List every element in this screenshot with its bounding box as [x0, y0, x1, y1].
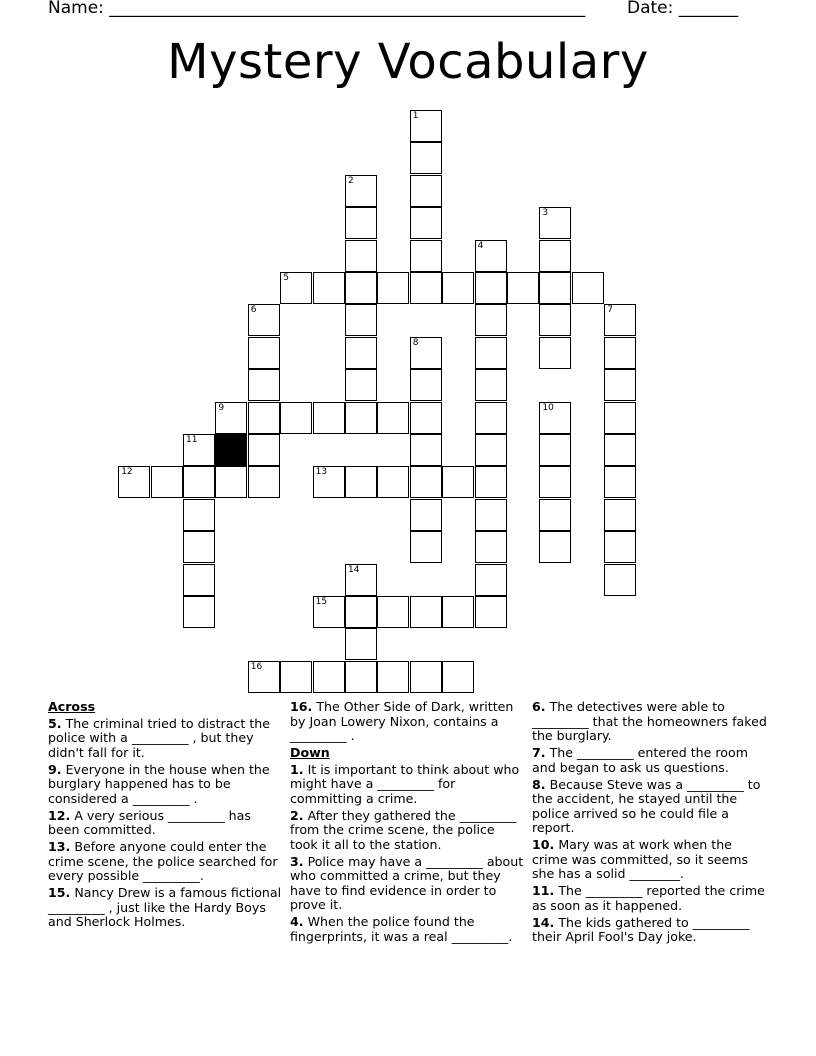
- crossword-cell[interactable]: [345, 596, 377, 628]
- clue-text: The criminal tried to distract the police with a _________ , but they didn't fall for it.: [48, 715, 270, 760]
- cell-number: 1: [412, 111, 419, 121]
- crossword-cell[interactable]: [215, 466, 247, 498]
- crossword-cell[interactable]: [313, 402, 345, 434]
- crossword-cell[interactable]: [539, 337, 571, 369]
- crossword-cell[interactable]: [410, 142, 442, 174]
- clue-text: Everyone in the house when the burglary happened has to be considered a _________ .: [48, 761, 270, 806]
- clue-number: 7.: [532, 745, 546, 760]
- crossword-cell[interactable]: [248, 369, 280, 401]
- crossword-cell[interactable]: [280, 272, 312, 304]
- crossword-cell[interactable]: [345, 304, 377, 336]
- clue-number: 5.: [48, 715, 62, 731]
- date-field-label: Date: _______: [627, 0, 739, 18]
- crossword-cell[interactable]: [475, 240, 507, 272]
- crossword-cell[interactable]: [539, 304, 571, 336]
- crossword-cell[interactable]: [410, 402, 442, 434]
- clue-number: 2.: [290, 807, 304, 823]
- crossword-cell[interactable]: [345, 628, 377, 660]
- crossword-cell[interactable]: [604, 369, 636, 401]
- clue-across-5: [48, 717, 284, 761]
- crossword-cell[interactable]: [248, 434, 280, 466]
- crossword-cell[interactable]: [604, 466, 636, 498]
- crossword-cell[interactable]: [604, 499, 636, 531]
- down-heading: Down: [290, 745, 330, 760]
- cell-number: 10: [542, 402, 554, 413]
- crossword-cell[interactable]: [475, 402, 507, 434]
- crossword-cell[interactable]: [539, 434, 571, 466]
- crossword-cell[interactable]: [539, 499, 571, 531]
- crossword-cell[interactable]: [345, 240, 377, 272]
- cell-number: 7: [607, 305, 613, 316]
- clues-column-3: [532, 700, 768, 947]
- clue-number: 13.: [48, 839, 71, 854]
- crossword-cell[interactable]: [313, 661, 345, 693]
- cell-number: 3: [542, 208, 549, 219]
- crossword-cell[interactable]: [183, 564, 215, 596]
- crossword-cell[interactable]: [410, 596, 442, 628]
- crossword-cell[interactable]: [539, 402, 571, 434]
- clue-text: It is important to think about who might have a _________ for committing a crime.: [290, 761, 520, 806]
- clue-down-7: [532, 746, 768, 775]
- cell-number: 8: [412, 337, 419, 348]
- clue-down-4: [290, 915, 526, 944]
- crossword-cell[interactable]: [313, 272, 345, 304]
- crossword-cell[interactable]: [410, 337, 442, 369]
- clue-number: 10.: [532, 837, 555, 852]
- clue-across-16: [290, 700, 526, 744]
- clue-number: 4.: [290, 914, 304, 929]
- crossword-cell[interactable]: [345, 369, 377, 401]
- clues-column-1: [48, 700, 284, 932]
- crossword-cell[interactable]: [604, 564, 636, 596]
- crossword-cell[interactable]: [539, 272, 571, 304]
- crossword-cell[interactable]: [410, 110, 442, 142]
- crossword-cell[interactable]: [410, 207, 442, 239]
- crossword-cell[interactable]: [215, 402, 247, 434]
- crossword-cell[interactable]: [410, 175, 442, 207]
- clue-text: The kids gathered to _________ their April Fool's Day joke.: [532, 914, 750, 944]
- crossword-cell[interactable]: [475, 531, 507, 563]
- crossword-cell[interactable]: [280, 402, 312, 434]
- crossword-cell[interactable]: [345, 207, 377, 239]
- crossword-cell[interactable]: [410, 499, 442, 531]
- clue-text: Nancy Drew is a famous fictional _________ , just like the Hardy Boys and Sherlock Holmes.: [48, 885, 282, 929]
- crossword-cell[interactable]: [377, 661, 409, 693]
- crossword-cell[interactable]: [313, 466, 345, 498]
- clue-down-2: [290, 809, 526, 853]
- crossword-cell[interactable]: [475, 466, 507, 498]
- crossword-cell[interactable]: [280, 661, 312, 693]
- crossword-cell[interactable]: [572, 272, 604, 304]
- clue-text: The _________ entered the room and began to ask us questions.: [532, 745, 748, 775]
- crossword-cell[interactable]: [377, 402, 409, 434]
- clue-number: 11.: [532, 883, 555, 898]
- crossword-cell[interactable]: [410, 434, 442, 466]
- crossword-cell[interactable]: [248, 304, 280, 336]
- crossword-cell[interactable]: [475, 596, 507, 628]
- clue-text: Because Steve was a _________ to the accident, he stayed until the police arrived so he could file a report.: [532, 776, 761, 835]
- crossword-cell[interactable]: [248, 337, 280, 369]
- crossword-cell[interactable]: [475, 272, 507, 304]
- cell-number: 15: [315, 597, 328, 607]
- cell-number: 9: [218, 402, 225, 413]
- clue-number: 6.: [532, 699, 546, 714]
- cell-number: 2: [348, 175, 354, 186]
- clue-text: Mary was at work when the crime was committed, so it seems she has a solid ________.: [532, 837, 749, 881]
- clue-number: 3.: [290, 853, 304, 869]
- clue-down-6: [532, 700, 768, 744]
- crossword-cell[interactable]: [248, 402, 280, 434]
- cell-number: 14: [348, 564, 360, 575]
- crossword-cell[interactable]: [475, 369, 507, 401]
- crossword-cell[interactable]: [604, 402, 636, 434]
- crossword-cell[interactable]: [410, 240, 442, 272]
- crossword-cell[interactable]: [539, 207, 571, 239]
- clue-number: 14.: [532, 914, 555, 930]
- crossword-cell[interactable]: [345, 661, 377, 693]
- crossword-cell[interactable]: [442, 661, 474, 693]
- clue-down-3: [290, 855, 526, 913]
- crossword-cell[interactable]: [345, 175, 377, 207]
- cell-number: 6: [250, 305, 257, 316]
- page-title: Mystery Vocabulary: [167, 34, 649, 90]
- crossword-cell[interactable]: [539, 531, 571, 563]
- clue-down-14: [532, 916, 768, 945]
- clue-down-11: [532, 884, 768, 913]
- crossword-cell[interactable]: [604, 531, 636, 563]
- crossword-cell[interactable]: [345, 272, 377, 304]
- crossword-cell[interactable]: [507, 272, 539, 304]
- crossword-cell[interactable]: [345, 337, 377, 369]
- crossword-cell[interactable]: [183, 466, 215, 498]
- clue-number: 12.: [48, 807, 71, 823]
- clue-across-12: [48, 809, 284, 838]
- crossword-cell[interactable]: [475, 499, 507, 531]
- crossword-cell[interactable]: [377, 466, 409, 498]
- crossword-cell[interactable]: [410, 531, 442, 563]
- crossword-cell[interactable]: [183, 499, 215, 531]
- crossword-cell[interactable]: [442, 466, 474, 498]
- clue-text: The Other Side of Dark, written by Joan Lowery Nixon, contains a _________ .: [290, 699, 514, 743]
- crossword-cell[interactable]: [475, 564, 507, 596]
- crossword-cell[interactable]: [248, 661, 280, 693]
- crossword-cell[interactable]: [410, 272, 442, 304]
- crossword-cell[interactable]: [604, 337, 636, 369]
- crossword-cell[interactable]: [183, 596, 215, 628]
- cell-number: 11: [186, 435, 198, 445]
- cell-number: 13: [315, 467, 328, 478]
- clue-number: 8.: [532, 776, 546, 792]
- clue-text: A very serious _________ has been committed.: [48, 807, 251, 837]
- name-field-label: Name: ________________________________________________________: [48, 0, 586, 18]
- cell-number: 12: [121, 467, 133, 478]
- crossword-cell[interactable]: [377, 272, 409, 304]
- crossword-cell[interactable]: [539, 240, 571, 272]
- crossword-cell[interactable]: [604, 434, 636, 466]
- clue-number: 15.: [48, 885, 71, 900]
- clue-down-8: [532, 778, 768, 836]
- crossword-cell[interactable]: [118, 466, 150, 498]
- clue-text: When the police found the fingerprints, it was a real _________.: [290, 914, 513, 944]
- crossword-cell[interactable]: [183, 531, 215, 563]
- clues-column-2: [290, 700, 526, 947]
- clue-number: 16.: [290, 699, 313, 714]
- crossword-cell[interactable]: [475, 304, 507, 336]
- crossword-cell[interactable]: [377, 596, 409, 628]
- black-square: [215, 434, 247, 466]
- crossword-cell[interactable]: [442, 596, 474, 628]
- crossword-cell[interactable]: [345, 466, 377, 498]
- crossword-cell[interactable]: [410, 466, 442, 498]
- clue-down-10: [532, 838, 768, 882]
- clue-text: The detectives were able to _________ that the homeowners faked the burglary.: [532, 699, 767, 743]
- crossword-cell[interactable]: [410, 369, 442, 401]
- crossword-cell[interactable]: [604, 304, 636, 336]
- clue-across-15: [48, 886, 284, 930]
- clue-text: After they gathered the _________ from the crime scene, the police took it all to the station.: [290, 807, 517, 852]
- crossword-cell[interactable]: [475, 337, 507, 369]
- crossword-cell[interactable]: [539, 466, 571, 498]
- crossword-cell[interactable]: [313, 596, 345, 628]
- clue-number: 1.: [290, 761, 304, 777]
- crossword-cell[interactable]: [248, 466, 280, 498]
- crossword-cell[interactable]: [442, 272, 474, 304]
- cell-number: 4: [477, 240, 484, 251]
- crossword-cell[interactable]: [151, 466, 183, 498]
- crossword-cell[interactable]: [345, 402, 377, 434]
- crossword-cell[interactable]: [183, 434, 215, 466]
- crossword-cell[interactable]: [475, 434, 507, 466]
- clue-text: Before anyone could enter the crime scene, the police searched for every possible _________.: [48, 839, 278, 883]
- clue-across-9: [48, 763, 284, 807]
- crossword-cell[interactable]: [410, 661, 442, 693]
- cell-number: 16: [250, 661, 263, 672]
- crossword-cell[interactable]: [345, 564, 377, 596]
- across-heading: Across: [48, 699, 96, 714]
- clue-text: Police may have a _________ about who committed a crime, but they have to find evidence in order to prove it.: [290, 853, 524, 912]
- clue-number: 9.: [48, 761, 62, 777]
- cell-number: 5: [283, 273, 289, 283]
- clue-across-13: [48, 840, 284, 884]
- clue-down-1: [290, 763, 526, 807]
- clue-text: The _________ reported the crime as soon as it happened.: [532, 883, 765, 913]
